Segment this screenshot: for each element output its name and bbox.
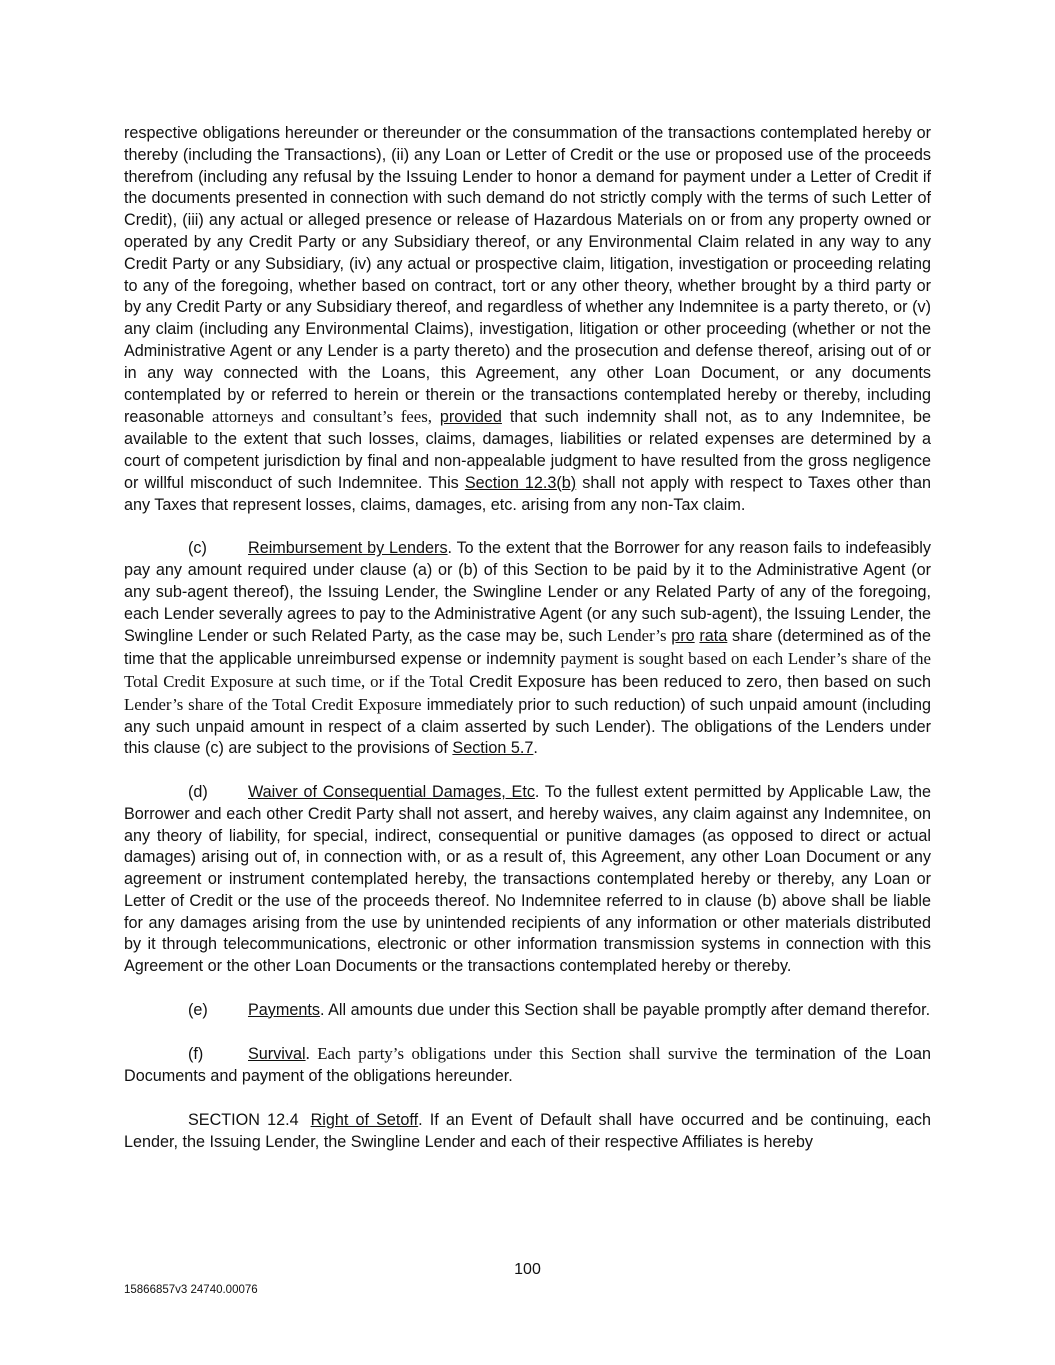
clause-c-serif-3: Lender’s share of the Total Credit Exposure [124, 694, 422, 714]
rata-term: rata [699, 627, 728, 646]
clause-d-text: . To the fullest extent permitted by Applicable Law, the Borrower and each other Credit Party shall not assert, and hereby waives, any claim against any Indemnitee, on any theory of liability, for special, indirect, consequential or punitive damages (as opposed to direct or actual damages) arising out of, in connection with, or as a result of, this Agreement, any other Loan Document or any agreement or instrument contemplated hereby, the transactions contemplated hereby or thereby, any Loan or Letter of Credit or the use of the proceeds thereof. No Indemnitee referred to in clause (b) above shall be liable for any damages arising from the use by unintended recipients of any information or other materials distributed by it through telecommunications, electronic or other information transmission systems in connection with this Agreement or the other Loan Documents or the transactions contemplated hereby or thereby. [124, 782, 931, 976]
section-12-4-number: SECTION 12.4 [188, 1110, 299, 1129]
clause-f-label: (f) [188, 1045, 204, 1064]
clause-b-serif-text: attorneys and consultant’s fees, [212, 407, 432, 427]
clause-c-heading: Reimbursement by Lenders [248, 539, 448, 558]
clause-e-text: . All amounts due under this Section shall be payable promptly after demand therefor. [319, 1000, 931, 1019]
clause-d-heading: Waiver of Consequential Damages, Etc [248, 782, 535, 801]
clause-c-text-3: Credit Exposure has been reduced to zero, then based on such [463, 672, 931, 691]
section-12-3-b-reference: Section 12.3(b) [464, 473, 577, 492]
clause-c-text-4: immediately prior to such reduction) of such unpaid amount (including any such unpaid amount in respect of a claim asserted by such Lender). The obligations of the Lenders under this clause (c) are subject to the provisions of [124, 695, 931, 758]
clause-c-label: (c) [188, 539, 207, 558]
clause-c [124, 538, 931, 760]
clause-b-text-2: that such indemnity shall not, as to any Indemnitee, be available to the extent that such losses, claims, damages, liabilities or related expenses are determined by a court of competent jurisdiction by final and non-appealable judgment to have resulted from the gross negligence or willful misconduct of such Indemnitee. This [124, 408, 931, 492]
document-body [124, 123, 931, 1153]
clause-c-serif-2: payment is sought based on each Lender’s share of the Total Credit Exposure at such time, or if the Total [124, 649, 932, 691]
clause-d-label: (d) [188, 782, 208, 801]
clause-f-serif-text: . Each party’s obligations under this Section shall survive [305, 1044, 718, 1064]
clause-b-continuation [124, 123, 931, 516]
provided-term: provided [439, 408, 502, 427]
clause-d [124, 782, 931, 978]
clause-f-heading: Survival [248, 1045, 306, 1064]
section-12-4-text: . If an Event of Default shall have occurred and be continuing, each Lender, the Issuing Lender, the Swingline Lender and each of their respective Affiliates is hereby [124, 1110, 931, 1151]
clause-e [124, 1000, 931, 1022]
clause-e-heading: Payments [248, 1000, 320, 1019]
section-12-4 [124, 1110, 931, 1154]
clause-b-text-1: respective obligations hereunder or thereunder or the consummation of the transactions contemplated hereby or thereby (including the Transactions), (ii) any Loan or Letter of Credit or the use or proposed use of the proceeds therefrom (including any refusal by the Issuing Lender to honor a demand for payment under a Letter of Credit if the documents presented in connection with such demand do not strictly comply with the terms of such Letter of Credit), (iii) any actual or alleged presence or release of Hazardous Materials on or from any property owned or operated by any Credit Party or any Subsidiary thereof, or any Environmental Claim related in any way to any Credit Party or any Subsidiary, (iv) any actual or prospective claim, litigation, investigation or proceeding relating to any of the foregoing, whether based on contract, tort or any other theory, whether brought by a third party or by any Credit Party or any Subsidiary thereof, and regardless of whether any Indemnitee is a party thereto, or (v) any claim (including any Environmental Claims), investigation, litigation or other proceeding (whether or not the Administrative Agent or any Lender is a party thereto) and the prosecution and defense thereof, arising out of or in any way connected with the Loans, this Agreement, any other Loan Document, or any documents contemplated by or referred to herein or therein or the transactions contemplated hereby or thereby, including reasonable [124, 124, 931, 427]
document-id: 15866857v3 24740.00076 [124, 1284, 258, 1296]
pro-term: pro [671, 627, 695, 646]
clause-c-text-2: share (determined as of the time that the applicable unreimbursed expense or indemnity [124, 627, 932, 669]
clause-b-text-3: shall not apply with respect to Taxes other than any Taxes that represent losses, claims, damages, etc. arising from any non-Tax claim. [124, 473, 931, 514]
clause-c-text-5: . [533, 739, 538, 758]
section-5-7-reference: Section 5.7 [452, 739, 534, 758]
clause-c-serif-1: Lender’s [607, 626, 667, 646]
clause-f [124, 1043, 931, 1088]
clause-c-text-1: . To the extent that the Borrower for any reason fails to indefeasibly pay any amount required under clause (a) or (b) of this Section to be paid by it to the Administrative Agent (or any sub-agent thereof), the Issuing Lender, the Swingline Lender or any Related Party of any of the foregoing, each Lender severally agrees to pay to the Administrative Agent (or any such sub-agent), the Issuing Lender, the Swingline Lender or such Related Party, as the case may be, such [124, 539, 931, 646]
section-12-4-heading: Right of Setoff [310, 1110, 419, 1129]
clause-f-text: the termination of the Loan Documents and payment of the obligations hereunder. [124, 1045, 931, 1086]
page-number: 100 [514, 1261, 541, 1278]
clause-e-label: (e) [188, 1000, 208, 1019]
